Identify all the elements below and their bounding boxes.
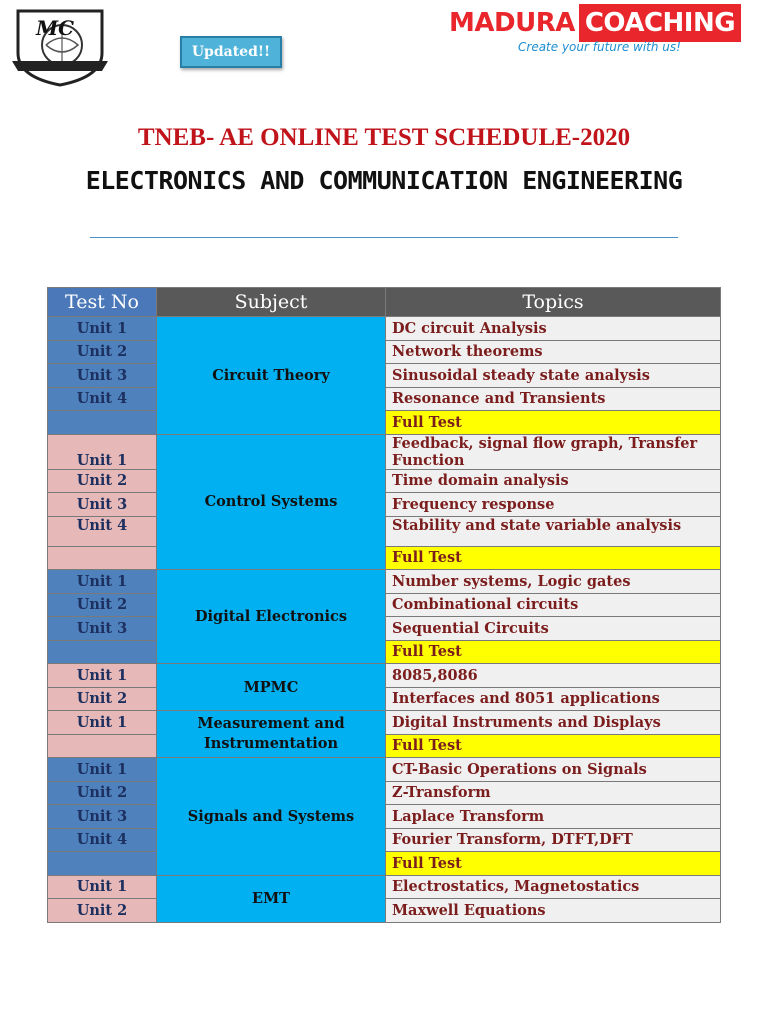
topic-cell: Resonance and Transients [386,387,721,411]
test-no-cell: Unit 3 [48,493,157,517]
test-no-cell: Unit 2 [48,593,157,617]
topic-cell: Electrostatics, Magnetostatics [386,875,721,899]
schedule-table [47,287,721,923]
topic-cell: Network theorems [386,340,721,364]
topic-cell: Combinational circuits [386,593,721,617]
full-test-cell: Full Test [386,546,721,570]
table-row [48,434,721,469]
test-no-cell: Unit 1 [48,317,157,341]
table-row [48,664,721,688]
topic-cell: Digital Instruments and Displays [386,711,721,735]
test-no-cell: Unit 4 [48,516,157,546]
madura-coaching-emblem [10,5,110,87]
test-no-cell: Unit 3 [48,364,157,388]
test-no-cell: Unit 4 [48,828,157,852]
test-no-cell: Unit 3 [48,805,157,829]
test-no-cell [48,546,157,570]
topic-cell: Stability and state variable analysis [386,516,721,546]
divider [90,237,678,238]
test-no-cell [48,640,157,664]
test-no-cell: Unit 3 [48,617,157,641]
test-no-cell: Unit 1 [48,434,157,469]
test-no-cell: Unit 2 [48,687,157,711]
brand-part1: MADURA [445,4,579,42]
subject-cell: Digital Electronics [157,570,386,664]
full-test-cell: Full Test [386,640,721,664]
subject-cell: EMT [157,875,386,922]
topic-cell: DC circuit Analysis [386,317,721,341]
topic-cell: Sinusoidal steady state analysis [386,364,721,388]
test-no-cell: Unit 2 [48,469,157,493]
test-no-cell: Unit 1 [48,711,157,735]
svg-text:MC: MC [36,16,75,40]
test-no-cell: Unit 2 [48,899,157,923]
test-no-cell [48,411,157,435]
topic-cell: Time domain analysis [386,469,721,493]
test-no-cell: Unit 2 [48,781,157,805]
test-no-cell: Unit 1 [48,758,157,782]
topic-cell: Fourier Transform, DTFT,DFT [386,828,721,852]
brand-tagline: Create your future with us! [518,40,681,54]
table-row [48,711,721,735]
full-test-cell: Full Test [386,852,721,876]
full-test-cell: Full Test [386,411,721,435]
header-topics: Topics [386,288,721,317]
page-title: TNEB- AE ONLINE TEST SCHEDULE-2020 [137,124,631,151]
header-test-no: Test No [48,288,157,317]
madura-coaching-logo [445,4,741,42]
topic-cell: Z-Transform [386,781,721,805]
table-row [48,570,721,594]
test-no-cell: Unit 4 [48,387,157,411]
full-test-cell: Full Test [386,734,721,758]
topic-cell: Frequency response [386,493,721,517]
test-no-cell: Unit 1 [48,570,157,594]
updated-button[interactable]: Updated!! [180,36,282,68]
topic-cell: Sequential Circuits [386,617,721,641]
test-no-cell [48,852,157,876]
topic-cell: Feedback, signal flow graph, Transfer Function [386,434,721,469]
table-row [48,317,721,341]
header-subject: Subject [157,288,386,317]
topic-cell: CT-Basic Operations on Signals [386,758,721,782]
test-no-cell [48,734,157,758]
topic-cell: Number systems, Logic gates [386,570,721,594]
subject-cell: Control Systems [157,434,386,570]
topic-cell: 8085,8086 [386,664,721,688]
subject-cell: MPMC [157,664,386,711]
test-no-cell: Unit 1 [48,875,157,899]
table-row [48,758,721,782]
topic-cell: Laplace Transform [386,805,721,829]
page-subtitle: ELECTRONICS AND COMMUNICATION ENGINEERING [85,166,683,195]
topic-cell: Maxwell Equations [386,899,721,923]
subject-cell: Signals and Systems [157,758,386,876]
table-row [48,875,721,899]
subject-cell: Circuit Theory [157,317,386,435]
test-no-cell: Unit 1 [48,664,157,688]
topic-cell: Interfaces and 8051 applications [386,687,721,711]
brand-part2: COACHING [579,4,741,42]
test-no-cell: Unit 2 [48,340,157,364]
subject-cell: Measurement and Instrumentation [157,711,386,758]
table-header-row [48,288,721,317]
